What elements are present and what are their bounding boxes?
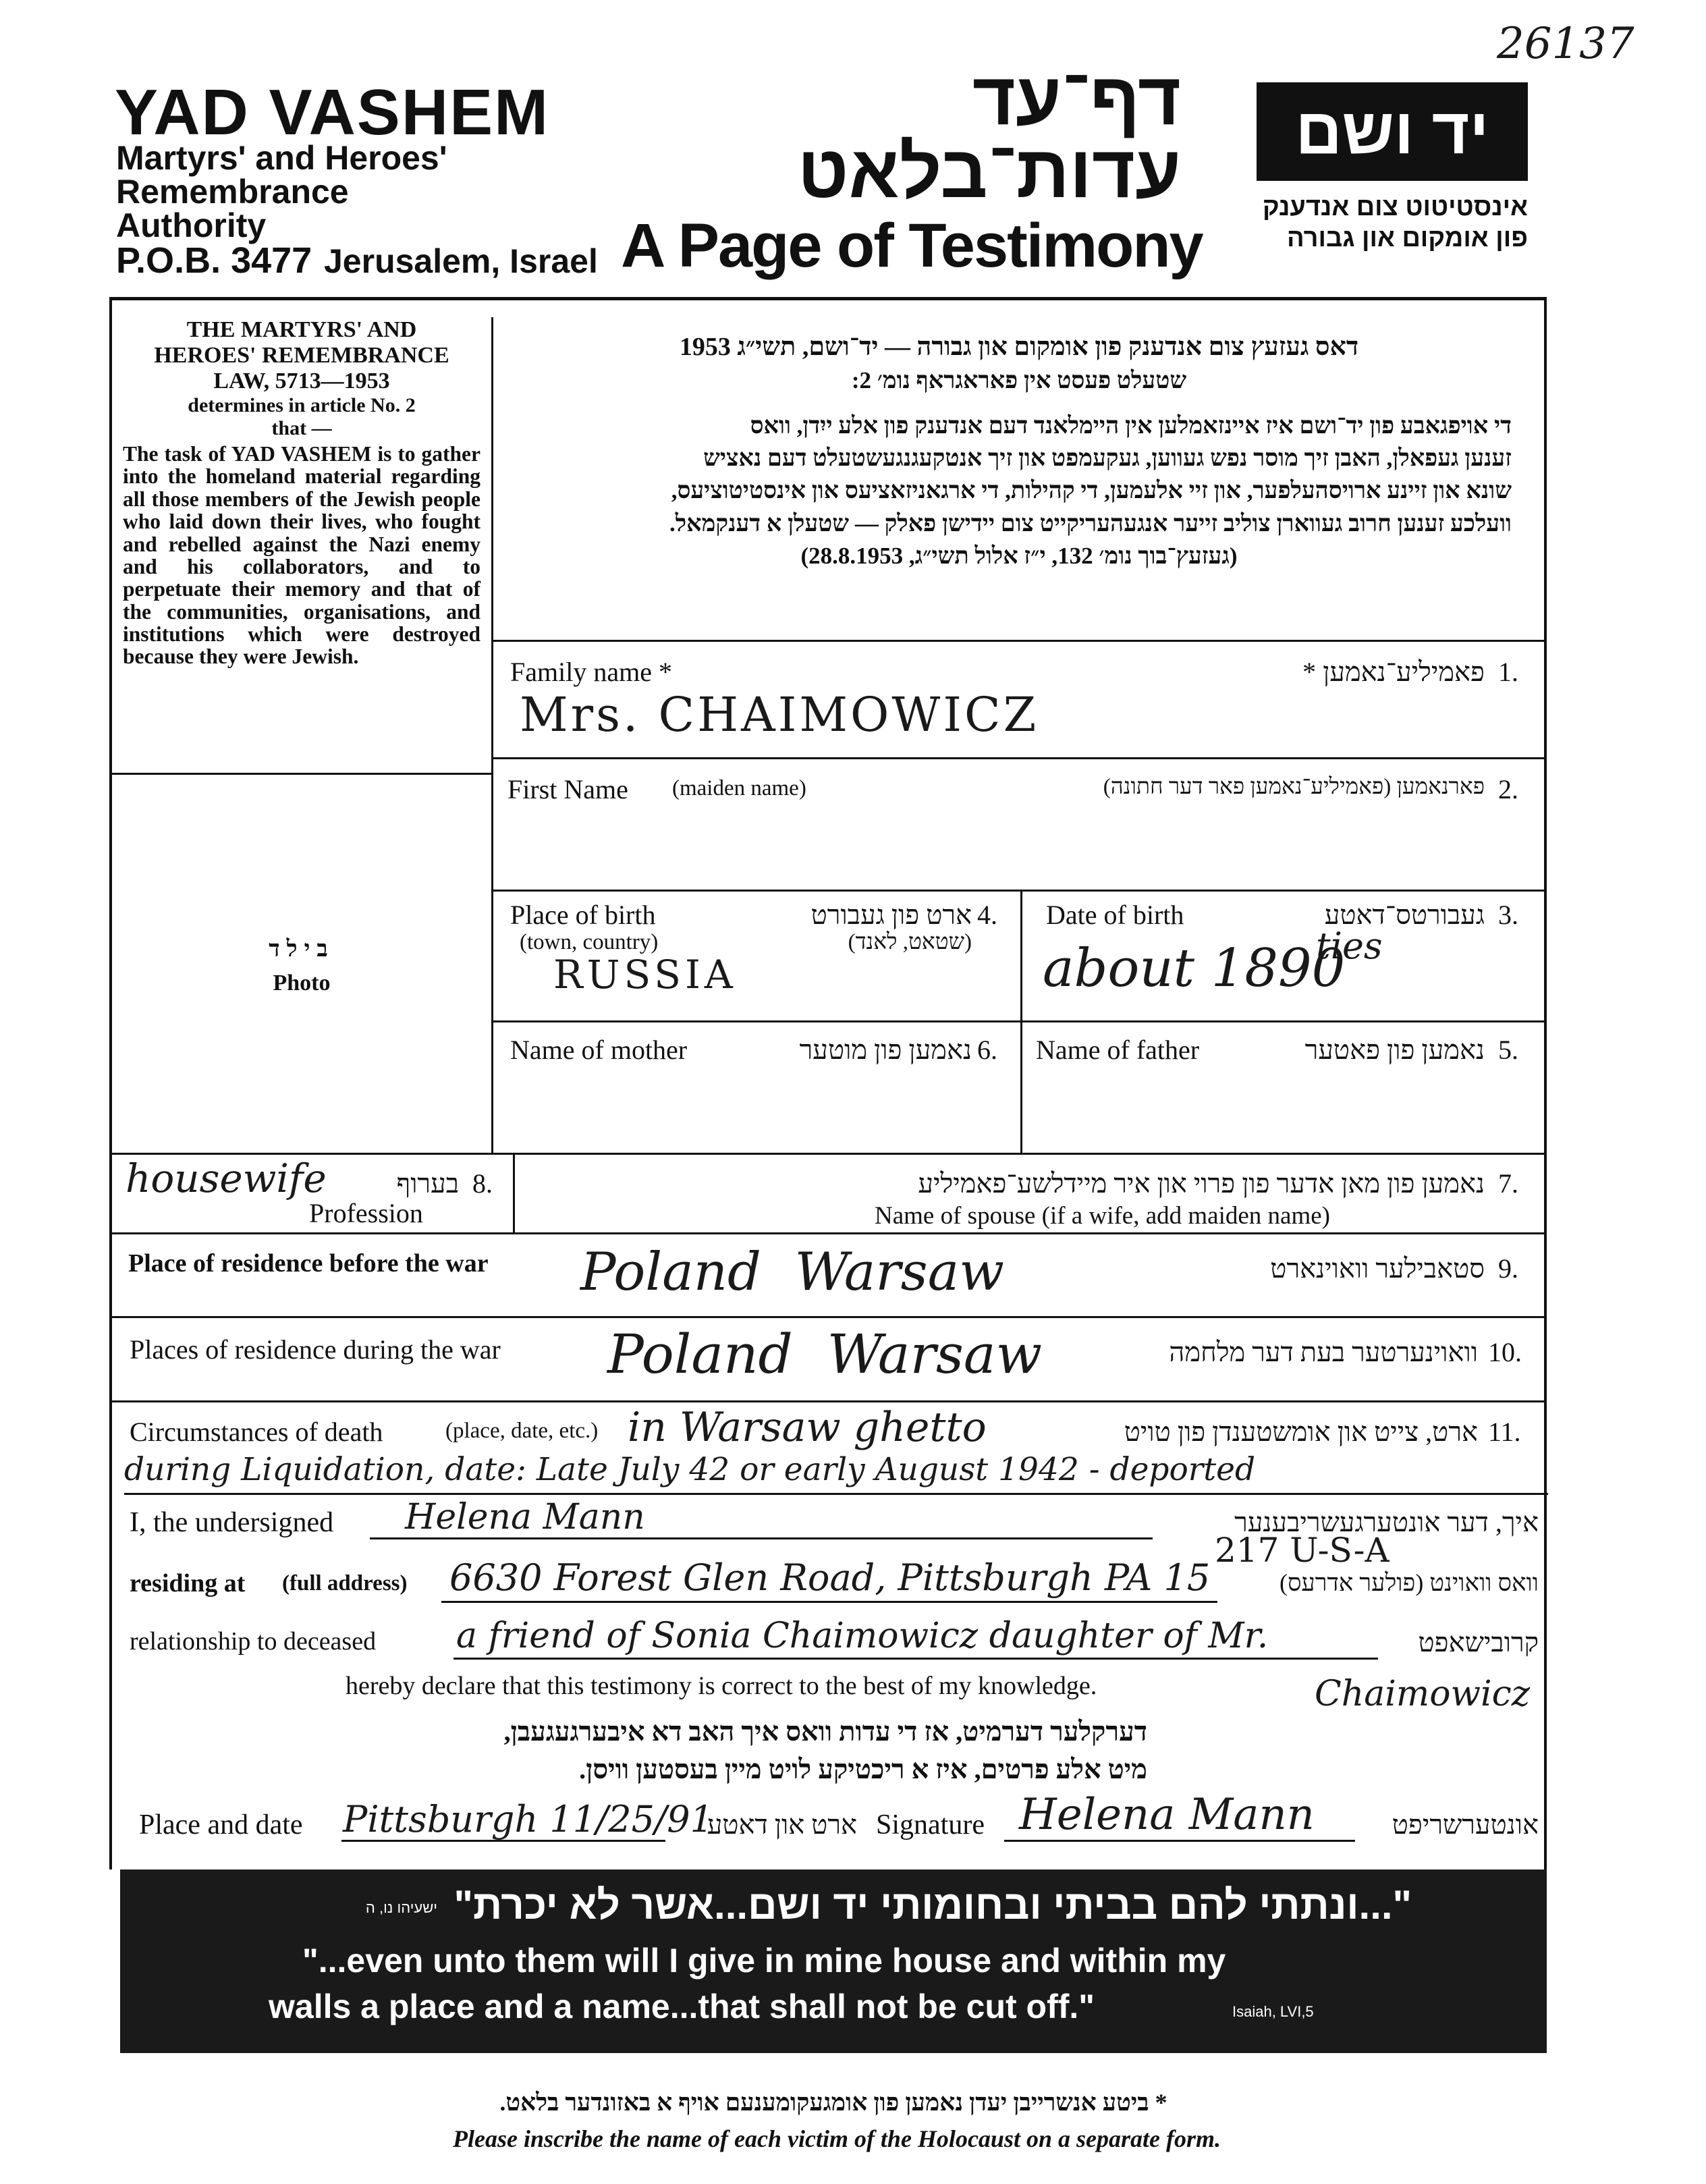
profession-value[interactable]: housewife <box>126 1155 327 1201</box>
circumstances-label: Circumstances of death <box>130 1417 383 1447</box>
law-heading-1: THE MARTYRS' AND <box>186 317 417 342</box>
yad-vashem-logo <box>1257 82 1528 181</box>
residence-during-value[interactable]: Poland Warsaw <box>607 1323 1043 1386</box>
divider-34-56 <box>493 1020 1544 1022</box>
residence-during-label-yiddish: וואוינערטער בעת דער מלחמה <box>1169 1337 1478 1367</box>
undersigned-line <box>370 1537 1153 1539</box>
yiddish-law-line-1: דאס געזעץ צום אנדענק פון אומקום און גבורה — יד־ושם, תשי״ג 1953 <box>679 333 1359 361</box>
residence-before-num: 9. <box>1498 1253 1518 1284</box>
spouse-label: Name of spouse (if a wife, add maiden name) <box>875 1202 1330 1230</box>
residence-before-label: Place of residence before the war <box>128 1249 489 1278</box>
date-of-birth-label-yiddish: געבורטס־דאטע <box>1324 900 1485 930</box>
residing-value[interactable]: 6630 Forest Glen Road, Pittsburgh PA 15 <box>449 1556 1211 1599</box>
place-of-birth-value[interactable]: RUSSIA <box>553 952 737 998</box>
divider-78-9 <box>112 1232 1544 1234</box>
law-heading-2: HEROES' REMEMBRANCE <box>154 343 449 368</box>
place-of-birth-note-yiddish: (שטאט, לאנד) <box>848 930 972 954</box>
frame-right <box>1544 297 1547 1869</box>
file-number: 26137 <box>1497 19 1634 69</box>
law-line-4: determines in article No. 2 <box>188 394 416 416</box>
quote-banner <box>120 1869 1547 2053</box>
banner-hebrew: "...ונתתי להם בביתי ובחומותי יד ושם...אשר לא יכרת" <box>453 1882 1412 1928</box>
relationship-label-yiddish: קרובישאפט <box>1418 1627 1539 1658</box>
signature-value[interactable]: Helena Mann <box>1019 1790 1315 1840</box>
circumstances-num: 11. <box>1488 1417 1521 1447</box>
family-name-label-yiddish: פאמיליע־נאמען * <box>1302 657 1485 687</box>
circumstances-underline <box>124 1493 1548 1495</box>
circumstances-label-yiddish: ארט, צייט און אומשטענדן פון טויט <box>1124 1417 1478 1447</box>
banner-hebrew-ref: ישעיהו נו, ה <box>365 1899 437 1916</box>
residing-label: residing at <box>130 1569 246 1598</box>
residing-line <box>441 1601 1217 1603</box>
signature-line <box>1004 1840 1355 1842</box>
form-title: A Page of Testimony <box>621 211 1203 280</box>
law-body: The task of YAD VASHEM is to gather into the homeland material regarding all those members of the Jewish people who laid down their lives, who fought and rebelled against the Nazi enemy and his collaborators, and to perpetuate their memory and that of the communities, organisations, and institutions which were destroyed because they were Jewish. <box>123 442 480 669</box>
profession-num: 8. <box>472 1168 493 1199</box>
yiddish-law-line-5: שונא און זיינע ארויסהעלפער, און זיי אלעמען, די קהילות, די ארגאניזאציעס און אינסטיטוציעס, <box>671 477 1512 504</box>
undersigned-label-yiddish: איך, דער אונטערגעשריבענער <box>1234 1507 1539 1537</box>
yiddish-title-2: עדות־בלאט <box>797 130 1181 213</box>
yiddish-law-line-2: שטעלט פעסט אין פאראגראף נומ׳ 2: <box>851 367 1187 394</box>
date-of-birth-num: 3. <box>1498 900 1518 930</box>
relationship-value-2[interactable]: Chaimowicz <box>1315 1674 1531 1714</box>
name-of-father-label-yiddish: נאמען פון פאטער <box>1304 1035 1485 1065</box>
banner-english-ref: Isaiah, LVI,5 <box>1232 2003 1314 2020</box>
org-line1: Martyrs' and Heroes' <box>116 139 447 177</box>
first-name-num: 2. <box>1498 774 1518 804</box>
spouse-label-yiddish: נאמען פון מאן אדער פון פרוי און איר מיידלשע־פאמיליע <box>918 1168 1485 1199</box>
divider-56-78 <box>112 1153 1544 1155</box>
declaration-text: hereby declare that this testimony is correct to the best of my knowledge. <box>346 1672 1097 1700</box>
circumstances-note: (place, date, etc.) <box>445 1419 599 1443</box>
profession-label-yiddish: בערוף <box>396 1168 459 1199</box>
divider-10-11 <box>112 1400 1544 1402</box>
yiddish-law-line-6: וועלכע זענען חרוב געווארן צוליב זייער אנגעהעריקייט צום יידישן פאלק — שטעלן א דענקמאל. <box>669 510 1512 537</box>
signature-label-yiddish: אונטערשריפט <box>1392 1809 1539 1840</box>
photo-area <box>112 775 491 1153</box>
place-of-birth-note: (town, country) <box>520 930 659 954</box>
name-of-father-label: Name of father <box>1036 1035 1200 1065</box>
name-of-mother-label: Name of mother <box>510 1035 688 1065</box>
logo-text: יד ושם <box>1295 95 1489 167</box>
circumstances-value-1[interactable]: in Warsaw ghetto <box>628 1404 987 1451</box>
photo-label-yiddish: בילד <box>269 937 335 962</box>
first-name-label-yiddish: פארנאמען (פאמיליע־נאמען פאר דער חתונה) <box>1103 775 1485 799</box>
residing-label-yiddish: וואס וואוינט (פולער אדרעס) <box>1279 1569 1539 1596</box>
date-of-birth-label: Date of birth <box>1046 900 1184 930</box>
divider-9-10 <box>112 1316 1544 1318</box>
relationship-line <box>453 1658 1378 1660</box>
logo-caption-1: אינסטיטוט צום אנדענק <box>1262 193 1528 221</box>
name-of-mother-num: 6. <box>977 1035 997 1065</box>
circumstances-value-2[interactable]: during Liquidation, date: Late July 42 or early August 1942 - deported <box>124 1451 1256 1488</box>
residence-during-num: 10. <box>1488 1337 1522 1367</box>
profession-label: Profession <box>309 1198 423 1228</box>
declaration-yiddish-1: דערקלער דערמיט, אז די עדות וואס איך האב דא איבערגעגעבן, <box>503 1716 1147 1747</box>
residing-note: (full address) <box>282 1571 408 1595</box>
footer-yiddish: * ביטע אנשרייבן יעדן נאמען פון אומגעקומענעם אויף א באזונדער בלאט. <box>499 2089 1167 2116</box>
residing-value-2[interactable]: 217 U-S-A <box>1215 1531 1389 1570</box>
date-of-birth-annotation: ties <box>1316 925 1383 967</box>
divider-2-34 <box>493 890 1544 892</box>
org-city: Jerusalem, Israel <box>324 242 598 280</box>
org-line3: Authority <box>116 207 267 244</box>
family-name-num: 1. <box>1498 657 1518 687</box>
place-date-label: Place and date <box>139 1809 303 1840</box>
yiddish-title-1: דף־עד <box>972 57 1181 140</box>
name-of-father-num: 5. <box>1498 1035 1518 1065</box>
declaration-yiddish-2: מיט אלע פרטים, איז א ריכטיקע לויט מיין בעסטען וויסן. <box>579 1754 1147 1784</box>
left-col-divider <box>491 317 493 1154</box>
first-name-note: (maiden name) <box>672 776 806 800</box>
logo-caption-2: פון אומקום און גבורה <box>1287 224 1528 252</box>
yiddish-law-line-3: די אויפגאבע פון יד־ושם איז איינזאמלען אין היימלאנד דעם אנדענק פון אלע ייִדן, וואס <box>750 412 1512 439</box>
org-name: YAD VASHEM <box>115 76 550 148</box>
family-name-label: Family name * <box>510 657 672 687</box>
law-line-5: that — <box>271 417 332 439</box>
date-of-birth-value[interactable]: about 1890 <box>1043 938 1346 999</box>
banner-english-1: "...even unto them will I give in mine house and within my <box>302 1942 1226 1980</box>
divider-1-2 <box>493 757 1544 759</box>
divider-8-7 <box>513 1153 515 1232</box>
law-box <box>123 317 480 668</box>
place-date-value[interactable]: Pittsburgh 11/25/91 <box>343 1798 713 1840</box>
relationship-value[interactable]: a friend of Sonia Chaimowicz daughter of Mr. <box>456 1616 1269 1656</box>
family-name-value[interactable]: Mrs. CHAIMOWICZ <box>520 687 1039 742</box>
place-of-birth-label-yiddish: ארט פון געבורט <box>810 900 972 930</box>
residence-during-label: Places of residence during the war <box>130 1334 501 1365</box>
footer-english: Please inscribe the name of each victim of the Holocaust on a separate form. <box>453 2125 1221 2152</box>
residence-before-value[interactable]: Poland Warsaw <box>580 1242 1004 1303</box>
signature-label: Signature <box>876 1809 985 1840</box>
photo-label: Photo <box>273 971 331 995</box>
yiddish-law-line-4: זענען געפאלן, האבן זיך מוסר נפש געווען, געקעמפט און זיך אנטקעגנגעשטעלט דעם נאציש <box>703 445 1512 472</box>
frame-top <box>109 297 1547 300</box>
org-pob: P.O.B. 3477 <box>116 240 312 281</box>
divider-law-fields <box>493 640 1544 642</box>
place-of-birth-num: 4. <box>977 900 997 930</box>
relationship-label: relationship to deceased <box>130 1627 377 1656</box>
first-name-label: First Name <box>507 774 628 804</box>
name-of-mother-label-yiddish: נאמען פון מוטער <box>799 1035 972 1065</box>
yiddish-law-line-7: (געזעץ־בוך נומ׳ 132, י״ז אלול תשי״ג, 28.8.1953) <box>800 542 1238 569</box>
place-date-label-yiddish: ארט און דאטע <box>707 1809 857 1840</box>
org-line2: Remembrance <box>116 173 349 211</box>
undersigned-label: I, the undersigned <box>130 1507 334 1538</box>
law-heading-3: LAW, 5713—1953 <box>213 368 390 393</box>
banner-english-2: walls a place and a name...that shall not be cut off." <box>269 1988 1095 2025</box>
place-of-birth-label: Place of birth <box>510 900 656 930</box>
spouse-num: 7. <box>1498 1168 1518 1199</box>
yiddish-law <box>526 329 1512 572</box>
undersigned-value[interactable]: Helena Mann <box>405 1497 645 1537</box>
mid-col-divider <box>1020 890 1022 1153</box>
residence-before-label-yiddish: סטאבילער וואוינארט <box>1270 1253 1485 1284</box>
